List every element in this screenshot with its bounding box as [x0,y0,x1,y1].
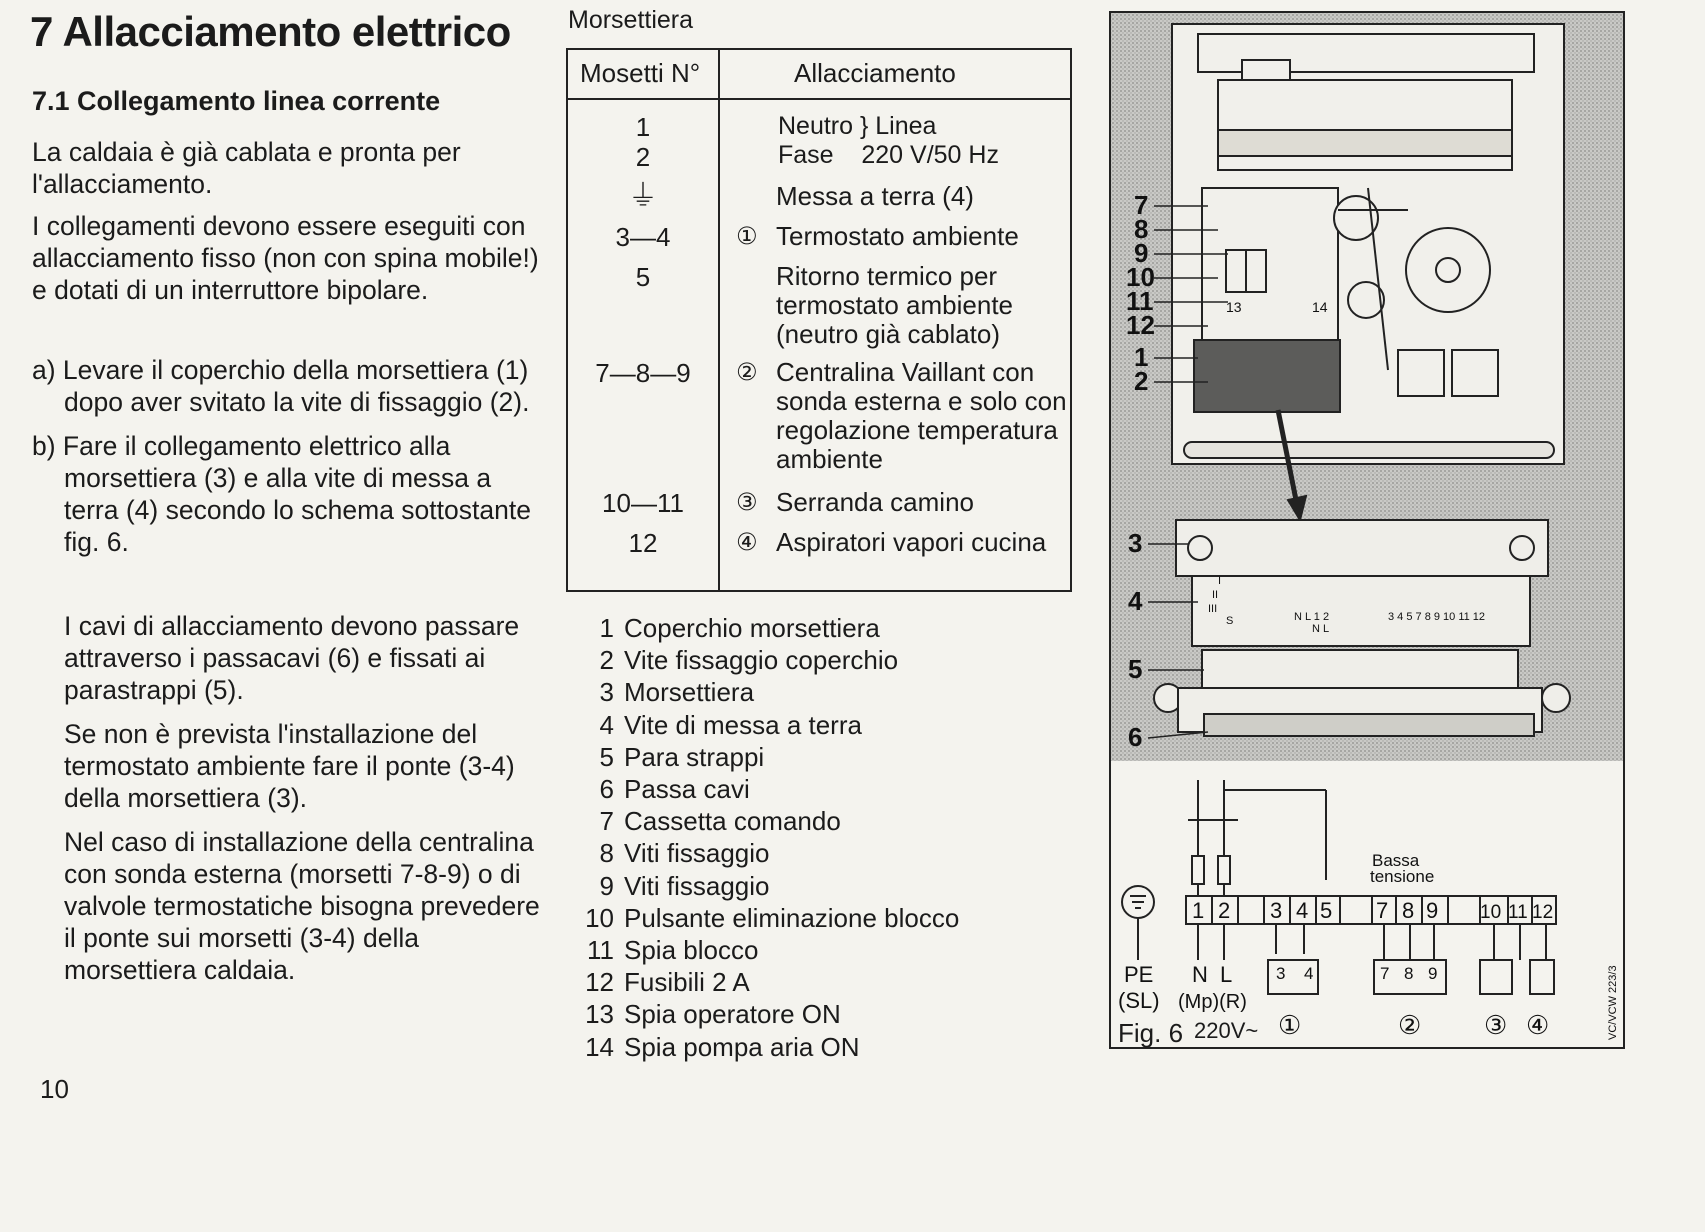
legend-item: 14 Spia pompa aria ON [585,1031,860,1062]
legend-item: 11 Spia blocco [587,935,759,966]
legend-item: 8 Viti fissaggio [599,838,770,869]
callout-4: 4 [1128,586,1143,616]
svg-text:N L: N L [1312,623,1330,635]
svg-text:11: 11 [1508,902,1528,923]
legend-item: 5 Para strappi [599,741,765,772]
svg-text:9: 9 [1428,964,1438,983]
col-terminals: Mosetti N° [580,58,701,88]
svg-text:2: 2 [1218,898,1231,923]
terminal-number: 1 2 [635,112,651,172]
callout-1: 1 [1134,342,1149,372]
svg-text:I: I [1218,575,1222,587]
legend-item: 4 Vite di messa a terra [599,709,862,740]
terminal-number: 10—11 [602,488,684,518]
pe-label: PE [1124,962,1154,987]
callout-5: 5 [1128,654,1143,684]
legend-item: 9 Viti fissaggio [599,870,770,901]
legend-item: 13 Spia operatore ON [585,999,841,1030]
callout-9: 9 [1134,238,1149,268]
intro-text [32,136,542,318]
connection-desc: Aspiratori vapori cucina [776,527,1047,557]
low-voltage-label-2: tensione [1370,867,1435,886]
legend-item: 12 Fusibili 2 A [585,967,750,998]
ground-symbol: ⏚ [628,180,658,213]
sl-label: (SL) [1118,988,1160,1013]
svg-text:III: III [1208,603,1218,615]
table-header [568,50,1070,100]
circle-number: ① [736,223,758,250]
circle-2: ② [1398,1010,1422,1040]
svg-text:3: 3 [1270,898,1283,923]
svg-text:N L 1 2: N L 1 2 [1294,611,1330,623]
circle-number: ③ [736,489,758,516]
drawing-code: VC/VCW 223/3 [1607,965,1619,1040]
connection-desc: Centralina Vaillant con sonda esterna e solo con regolazione temperatura ambiente [776,357,1067,474]
callout-2: 2 [1134,366,1149,396]
circle-1: ① [1278,1010,1302,1040]
svg-text:8: 8 [1402,898,1415,923]
mp-label: (Mp)(R) [1178,991,1247,1013]
svg-text:7: 7 [1380,964,1390,983]
svg-text:9: 9 [1426,898,1439,923]
table-divider [718,50,720,590]
connection-desc: Serranda camino [776,487,974,517]
circle-number: ② [736,359,758,386]
terminal-number: 5 [635,262,651,292]
section-title: 7.1 Collegamento linea corrente [32,86,441,116]
svg-text:3: 3 [1276,964,1286,983]
notes-list [64,610,540,986]
figure-6 [1108,10,1628,1050]
connection-desc: Neutro } Linea Fase 220 V/50 Hz [778,112,999,169]
callout-8: 8 [1134,214,1149,244]
low-voltage-label: Bassa [1372,851,1420,870]
callout-12: 12 [1126,310,1155,340]
circle-4: ④ [1526,1010,1550,1040]
legend-item: 3 Morsettiera [599,677,755,708]
legend-item: 6 Passa cavi [599,774,750,805]
figure-caption: Fig. 6 [1118,1018,1184,1048]
callout-7: 7 [1134,190,1149,220]
legend-item: 7 Cassetta comando [599,806,841,837]
callout-11: 11 [1126,286,1154,316]
connection-desc: Ritorno termico per termostato ambiente (neutro già cablato) [776,261,1014,349]
svg-text:4: 4 [1304,964,1314,983]
callout-6: 6 [1128,722,1143,752]
svg-text:S: S [1226,615,1234,627]
page-title: 7 Allacciamento elettrico [30,8,511,55]
note-1: I cavi di allacciamento devono passare attraverso i passacavi (6) e fissati ai parastrappi (5). [64,611,520,705]
svg-text:10: 10 [1480,902,1502,923]
connection-desc: Messa a terra (4) [776,181,974,211]
terminal-number: 12 [628,528,658,558]
l-label: L [1220,962,1233,987]
svg-text:5: 5 [1320,898,1333,923]
svg-text:7: 7 [1376,898,1389,923]
callout-3: 3 [1128,528,1143,558]
terminal-number: 3—4 [615,222,671,252]
svg-text:3 4 5 7 8 9 10 11 12: 3 4 5 7 8 9 10 11 12 [1388,611,1486,623]
note-2: Se non è prevista l'installazione del termostato ambiente fare il ponte (3-4) della morsettiera (3). [64,719,515,813]
note-3: Nel caso di installazione della centralina con sonda esterna (morsetti 7-8-9) o di valvole termostatiche bisogna prevedere il ponte sui morsetti (3-4) della morsettiera caldaia. [64,827,540,985]
terminal-table [566,48,1072,592]
n-label: N [1192,962,1208,987]
callout-10: 10 [1126,262,1155,292]
page-number: 10 [40,1074,69,1104]
device-box-numbers [1276,964,1437,983]
legend-item: 2 Vite fissaggio coperchio [599,645,899,676]
boiler-illustration [1172,24,1564,520]
svg-text:4: 4 [1296,898,1309,923]
terminal-block-illustration [1154,520,1570,736]
wiring-schematic [1122,780,1556,994]
circle-3: ③ [1484,1010,1508,1040]
schematic-labels [1118,851,1619,1040]
legend-item: 1 Coperchio morsettiera [599,613,880,643]
circle-number: ④ [736,529,758,556]
step-a: a) Levare il coperchio della morsettiera (1) dopo aver svitato la vite di fissaggio (2). [32,355,530,417]
svg-text:1: 1 [1192,898,1205,923]
paragraph-2: I collegamenti devono essere eseguiti con allacciamento fisso (non con spina mobile!) e dotati di un interruttore bipolare. [32,211,539,305]
paragraph-1: La caldaia è già cablata e pronta per l'allacciamento. [32,137,461,199]
legend-item: 10 Pulsante eliminazione blocco [585,902,960,933]
svg-text:II: II [1212,589,1219,601]
parts-legend [580,612,959,1063]
table-title: Morsettiera [568,6,694,34]
svg-text:13: 13 [1226,299,1242,315]
svg-text:14: 14 [1312,299,1328,315]
svg-text:12: 12 [1532,902,1554,923]
terminal-number: 7—8—9 [595,358,691,388]
step-b: b) Fare il collegamento elettrico alla morsettiera (3) e alla vite di messa a terra (4) secondo lo schema sottostante fig. 6. [32,431,531,557]
connection-desc: Termostato ambiente [776,221,1019,251]
steps-list [32,354,540,558]
svg-text:8: 8 [1404,964,1414,983]
figure-voltage: 220V~ [1194,1018,1259,1043]
col-connection: Allacciamento [794,58,956,88]
